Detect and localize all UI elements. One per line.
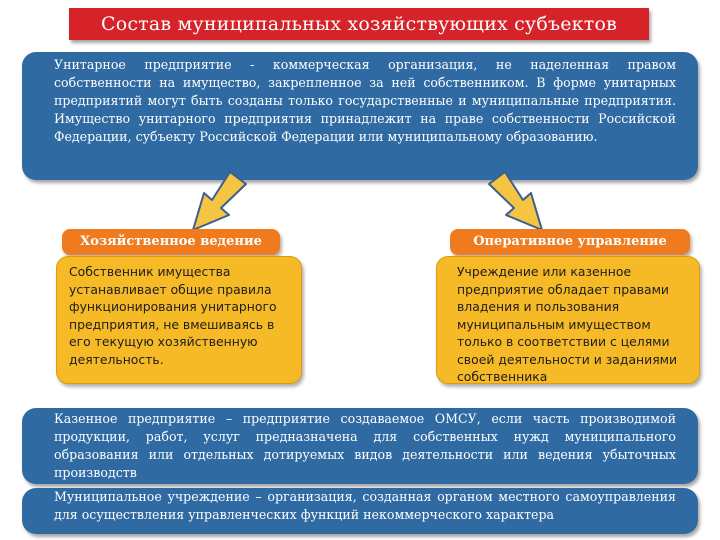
- arrow-right-icon: [485, 168, 545, 234]
- arrow-left-icon: [190, 168, 250, 234]
- page-title: Состав муниципальных хозяйствующих субъектов: [69, 8, 649, 40]
- economic-management-heading: Хозяйственное ведение: [62, 229, 280, 255]
- treasury-enterprise-definition: Казенное предприятие – предприятие создаваемое ОМСУ, если часть производимой продукции, работ, услуг предназначена для собственных нужд муниципального образования или отдельных дотируемых видов деятельности или ведения убыточных производств: [22, 408, 698, 484]
- operational-management-description: Учреждение или казенное предприятие обладает правами владения и пользования муниципальным имуществом только в соответствии с целями своей деятельности и заданиями собственника: [436, 256, 700, 384]
- municipal-institution-definition: Муниципальное учреждение – организация, созданная органом местного самоуправления для осуществления управленческих функций некоммерческого характера: [22, 488, 698, 534]
- economic-management-description: Собственник имущества устанавливает общие правила функционирования унитарного предприятия, не вмешиваясь в его текущую хозяйственную деятельность.: [56, 256, 302, 384]
- unitary-enterprise-definition: Унитарное предприятие - коммерческая организация, не наделенная правом собственности на имущество, закрепленное за ней собственником. В форме унитарных предприятий могут быть созданы только государственные и муниципальные предприятия. Имущество унитарного предприятия принадлежит на праве собственности Российской Федерации, субъекту Российской Федерации или муниципальному образованию.: [22, 52, 698, 180]
- operational-management-heading: Оперативное управление: [450, 229, 690, 255]
